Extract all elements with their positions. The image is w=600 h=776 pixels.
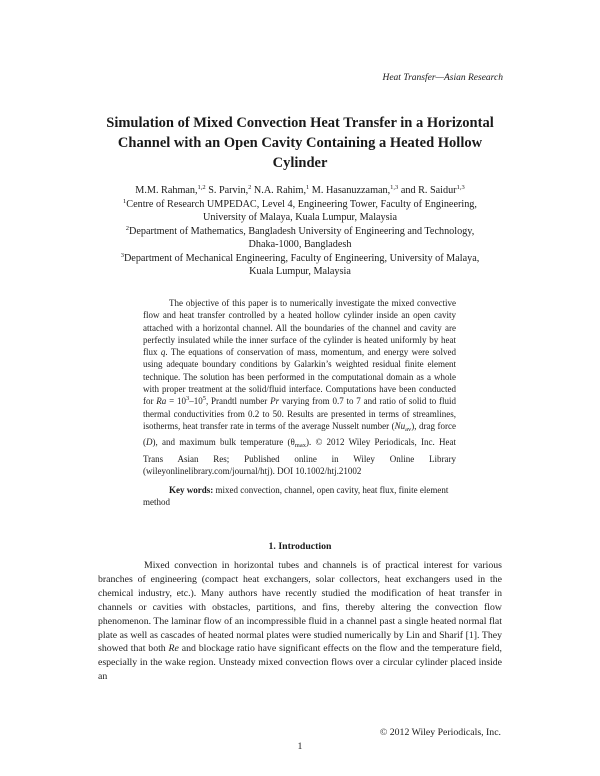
author-name: M.M. Rahman, xyxy=(135,185,198,196)
page-number: 1 xyxy=(297,741,303,752)
keywords-label: Key words: xyxy=(169,485,214,495)
affiliation xyxy=(100,225,500,239)
author-name: and R. Saidur xyxy=(400,185,457,196)
introduction-paragraph: Mixed convection in horizontal tubes and channels is of practical interest for various branches of engineering (compact heat exchangers, solar collectors, heat exchangers used in the chemical industry, etc.). Many authors have recently studied the modification of heat transfer in channels or cavities with obstacles, partitions, and fins, thereby altering the convection flow phenomenon. The laminar flow of an incompressible fluid in a channel past a single heated normal flat plate as well as cascades of heated normal plates were studied numerically by Lin and Sharif [1]. They showed that both Re and blockage ratio have significant effects on the flow and the temperature field, especially in the wake region. Unsteady mixed convection flows over a circular cylinder placed inside an xyxy=(98,560,502,683)
affiliation-continued: Kuala Lumpur, Malaysia xyxy=(249,266,351,277)
author-list xyxy=(100,184,500,198)
author-block xyxy=(100,184,500,279)
author-affiliation-mark: 1,2 xyxy=(197,184,206,191)
affiliation-number: 1 xyxy=(123,197,127,205)
affiliation-number: 2 xyxy=(125,224,129,232)
affiliation-continued: University of Malaya, Kuala Lumpur, Malaysia xyxy=(203,212,397,223)
keywords-text: mixed convection, channel, open cavity, heat flux, finite element method xyxy=(143,485,449,508)
author-affiliation-mark: 1,3 xyxy=(390,184,399,191)
author-name: S. Parvin, xyxy=(208,185,249,196)
author-name: M. Hasanuzzaman, xyxy=(311,185,391,196)
affiliation-continued: Dhaka-1000, Bangladesh xyxy=(248,239,352,250)
author-affiliation-mark: 1,3 xyxy=(456,184,465,191)
author-affiliation-mark: 1 xyxy=(306,184,310,191)
affiliation-text: Department of Mechanical Engineering, Faculty of Engineering, University of Malaya, xyxy=(123,252,480,264)
copyright-notice: © 2012 Wiley Periodicals, Inc. xyxy=(379,727,501,738)
affiliation xyxy=(100,198,500,212)
author-name: N.A. Rahim, xyxy=(253,185,306,196)
abstract: The objective of this paper is to numerically investigate the mixed convective flow and heat transfer controlled by a heated hollow cylinder inside an open cavity attached with a horizontal channel. All the boundaries of the channel and cavity are perfectly insulated while the inner surface of the cylinder is heated uniformly by heat flux q. The equations of conservation of mass, momentum, and energy were solved using adequate boundary conditions by Galarkin’s weighted residual finite element technique. The solution has been performed in the computational domain as a whole with proper treatment at the solid/fluid interface. Computations have been conducted for $Ra = 10^3-10^5$, Prandtl number Pr varying from 0.7 to 7 and ratio of solid to fluid thermal conductivities from 0.2 to 50. Results are presented in terms of streamlines, isotherms, heat transfer rate in terms of the average Nusselt number $(Nu_{av})$, drag force (D), and maximum bulk temperature $(\theta_{max})$. © 2012 Wiley Periodicals, Inc. Heat Trans Asian Res; Published online in Wiley Online Library (wileyonlinelibrary.com/journal/htj). DOI 10.1002/htj.21002 xyxy=(143,298,457,476)
affiliation-text: Centre of Research UMPEDAC, Level 4, Engineering Tower, Faculty of Engineering, xyxy=(126,198,477,210)
affiliation-text: Department of Mathematics, Bangladesh University of Engineering and Technology, xyxy=(128,225,475,237)
affiliation-number: 3 xyxy=(120,251,124,259)
affiliation xyxy=(100,252,500,266)
running-head: Heat Transfer—Asian Research xyxy=(382,73,503,83)
author-affiliation-mark: 2 xyxy=(248,184,252,191)
paper-title: Simulation of Mixed Convection Heat Transfer in a Horizontal Channel with an Open Cavity Containing a Heated Hollow Cylinder xyxy=(106,115,494,171)
section-heading: 1. Introduction xyxy=(268,541,332,552)
keywords xyxy=(143,484,456,509)
